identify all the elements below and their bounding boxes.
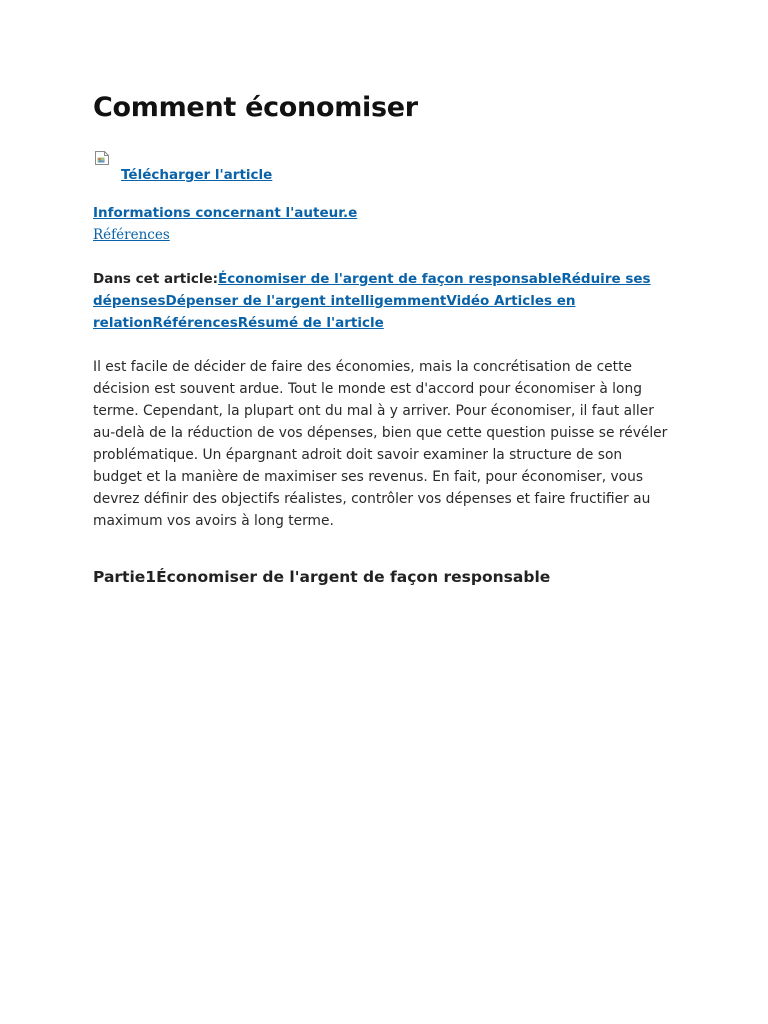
toc-item-economiser[interactable]: Économiser de l'argent de façon responsable <box>218 271 562 287</box>
toc-item-video[interactable]: Vidéo <box>446 293 495 309</box>
toc-item-resume[interactable]: Résumé de l'article <box>237 315 384 331</box>
toc-item-articles[interactable]: Articles en relation <box>93 293 576 331</box>
broken-image-icon <box>94 150 110 166</box>
references-link[interactable]: Références <box>93 227 170 243</box>
article-image-row <box>93 150 673 190</box>
section-prefix: Partie1 <box>93 568 157 586</box>
article-meta <box>93 202 673 246</box>
toc-item-depenser[interactable]: Dépenser de l'argent intelligemment <box>165 293 447 309</box>
toc-item-references[interactable]: Références <box>152 315 238 331</box>
toc-label: Dans cet article: <box>93 271 219 287</box>
section-heading <box>93 566 673 588</box>
section-title: Économiser de l'argent de façon responsable <box>156 568 551 586</box>
page-title: Comment économiser <box>93 92 418 123</box>
download-article-link[interactable]: Télécharger l'article <box>121 167 273 183</box>
article <box>93 88 673 588</box>
table-of-contents <box>93 268 673 334</box>
intro-paragraph: Il est facile de décider de faire des économies, mais la concrétisation de cette décision est souvent ardue. Tout le monde est d'accord pour économiser à long terme. Cependant, la plupart ont du mal à y arriver. Pour économiser, il faut aller au-delà de la réduction de vos dépenses, bien que cette question puisse se révéler problématique. Un épargnant adroit doit savoir examiner la structure de son budget et la manière de maximiser ses revenus. En fait, pour économiser, vous devrez définir des objectifs réalistes, contrôler vos dépenses et faire fructifier au maximum vos avoirs à long terme. <box>93 359 668 529</box>
author-info-link[interactable]: Informations concernant l'auteur.e <box>93 205 358 221</box>
toc-item-reduire[interactable]: Réduire ses dépenses <box>93 271 651 309</box>
